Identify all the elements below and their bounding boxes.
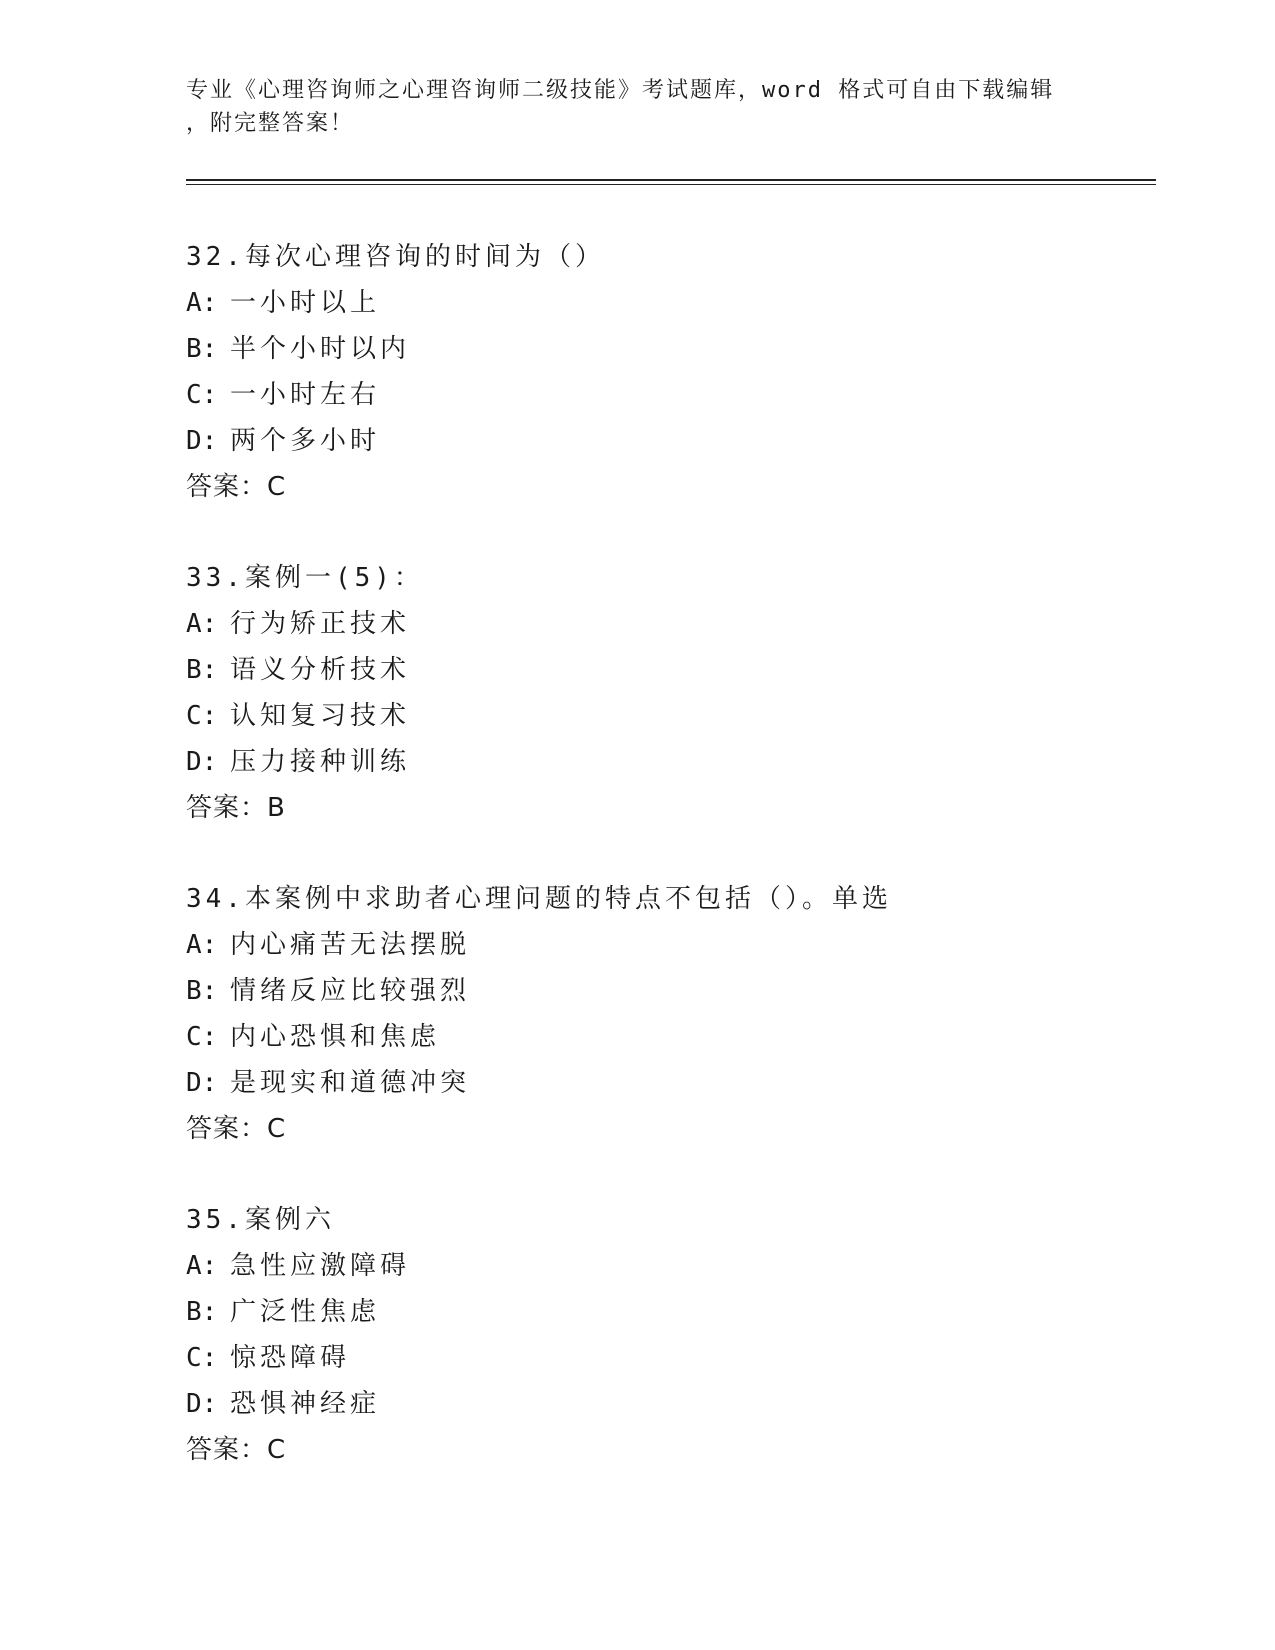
document-header xyxy=(186,74,1066,140)
option-text: 广泛性焦虑 xyxy=(230,1297,381,1327)
option-letter: D: xyxy=(186,747,218,777)
option-b xyxy=(186,968,1086,1014)
option-a xyxy=(186,922,1086,968)
option-letter: A: xyxy=(186,288,218,318)
option-text: 行为矫正技术 xyxy=(230,609,411,639)
header-divider-thin xyxy=(186,184,1156,185)
option-letter: C: xyxy=(186,1343,218,1373)
option-c xyxy=(186,1014,1086,1060)
option-text: 恐惧神经症 xyxy=(230,1389,381,1419)
option-a xyxy=(186,1243,1086,1289)
option-letter: C: xyxy=(186,701,218,731)
option-d xyxy=(186,418,1086,464)
option-text: 一小时左右 xyxy=(230,380,381,410)
option-b xyxy=(186,326,1086,372)
option-letter: C: xyxy=(186,1022,218,1052)
option-c xyxy=(186,372,1086,418)
option-letter: D: xyxy=(186,1068,218,1098)
option-c xyxy=(186,693,1086,739)
option-text: 急性应激障碍 xyxy=(230,1251,411,1281)
option-text: 是现实和道德冲突 xyxy=(230,1068,471,1098)
answer-line: 答案：C xyxy=(186,1435,287,1465)
option-text: 半个小时以内 xyxy=(230,334,411,364)
option-letter: B: xyxy=(186,976,218,1006)
question-stem: 35.案例六 xyxy=(186,1205,335,1235)
option-d xyxy=(186,1060,1086,1106)
header-line-2: ，附完整答案！ xyxy=(186,111,355,136)
question-stem: 33.案例一(5)： xyxy=(186,563,424,593)
option-text: 内心痛苦无法摆脱 xyxy=(230,930,471,960)
question-35 xyxy=(186,1197,1086,1473)
option-letter: A: xyxy=(186,1251,218,1281)
option-c xyxy=(186,1335,1086,1381)
option-a xyxy=(186,601,1086,647)
question-33 xyxy=(186,555,1086,831)
question-stem: 32.每次心理咨询的时间为（） xyxy=(186,242,605,272)
option-text: 一小时以上 xyxy=(230,288,381,318)
question-34 xyxy=(186,876,1086,1152)
answer-line: 答案：C xyxy=(186,1114,287,1144)
question-32 xyxy=(186,234,1086,510)
option-text: 认知复习技术 xyxy=(230,701,411,731)
option-b xyxy=(186,647,1086,693)
option-letter: D: xyxy=(186,1389,218,1419)
option-text: 内心恐惧和焦虑 xyxy=(230,1022,441,1052)
option-letter: C: xyxy=(186,380,218,410)
option-d xyxy=(186,1381,1086,1427)
option-a xyxy=(186,280,1086,326)
option-d xyxy=(186,739,1086,785)
option-letter: A: xyxy=(186,930,218,960)
header-line-1: 专业《心理咨询师之心理咨询师二级技能》考试题库，word 格式可自由下载编辑 xyxy=(186,78,1055,103)
answer-line: 答案：B xyxy=(186,793,286,823)
header-divider-thick xyxy=(186,179,1156,181)
option-letter: A: xyxy=(186,609,218,639)
option-text: 压力接种训练 xyxy=(230,747,411,777)
option-letter: B: xyxy=(186,1297,218,1327)
option-b xyxy=(186,1289,1086,1335)
option-text: 两个多小时 xyxy=(230,426,381,456)
option-letter: D: xyxy=(186,426,218,456)
option-text: 惊恐障碍 xyxy=(230,1343,351,1373)
option-letter: B: xyxy=(186,334,218,364)
option-text: 语义分析技术 xyxy=(230,655,411,685)
option-letter: B: xyxy=(186,655,218,685)
answer-line: 答案：C xyxy=(186,472,287,502)
option-text: 情绪反应比较强烈 xyxy=(230,976,471,1006)
question-stem: 34.本案例中求助者心理问题的特点不包括（）。单选 xyxy=(186,884,892,914)
